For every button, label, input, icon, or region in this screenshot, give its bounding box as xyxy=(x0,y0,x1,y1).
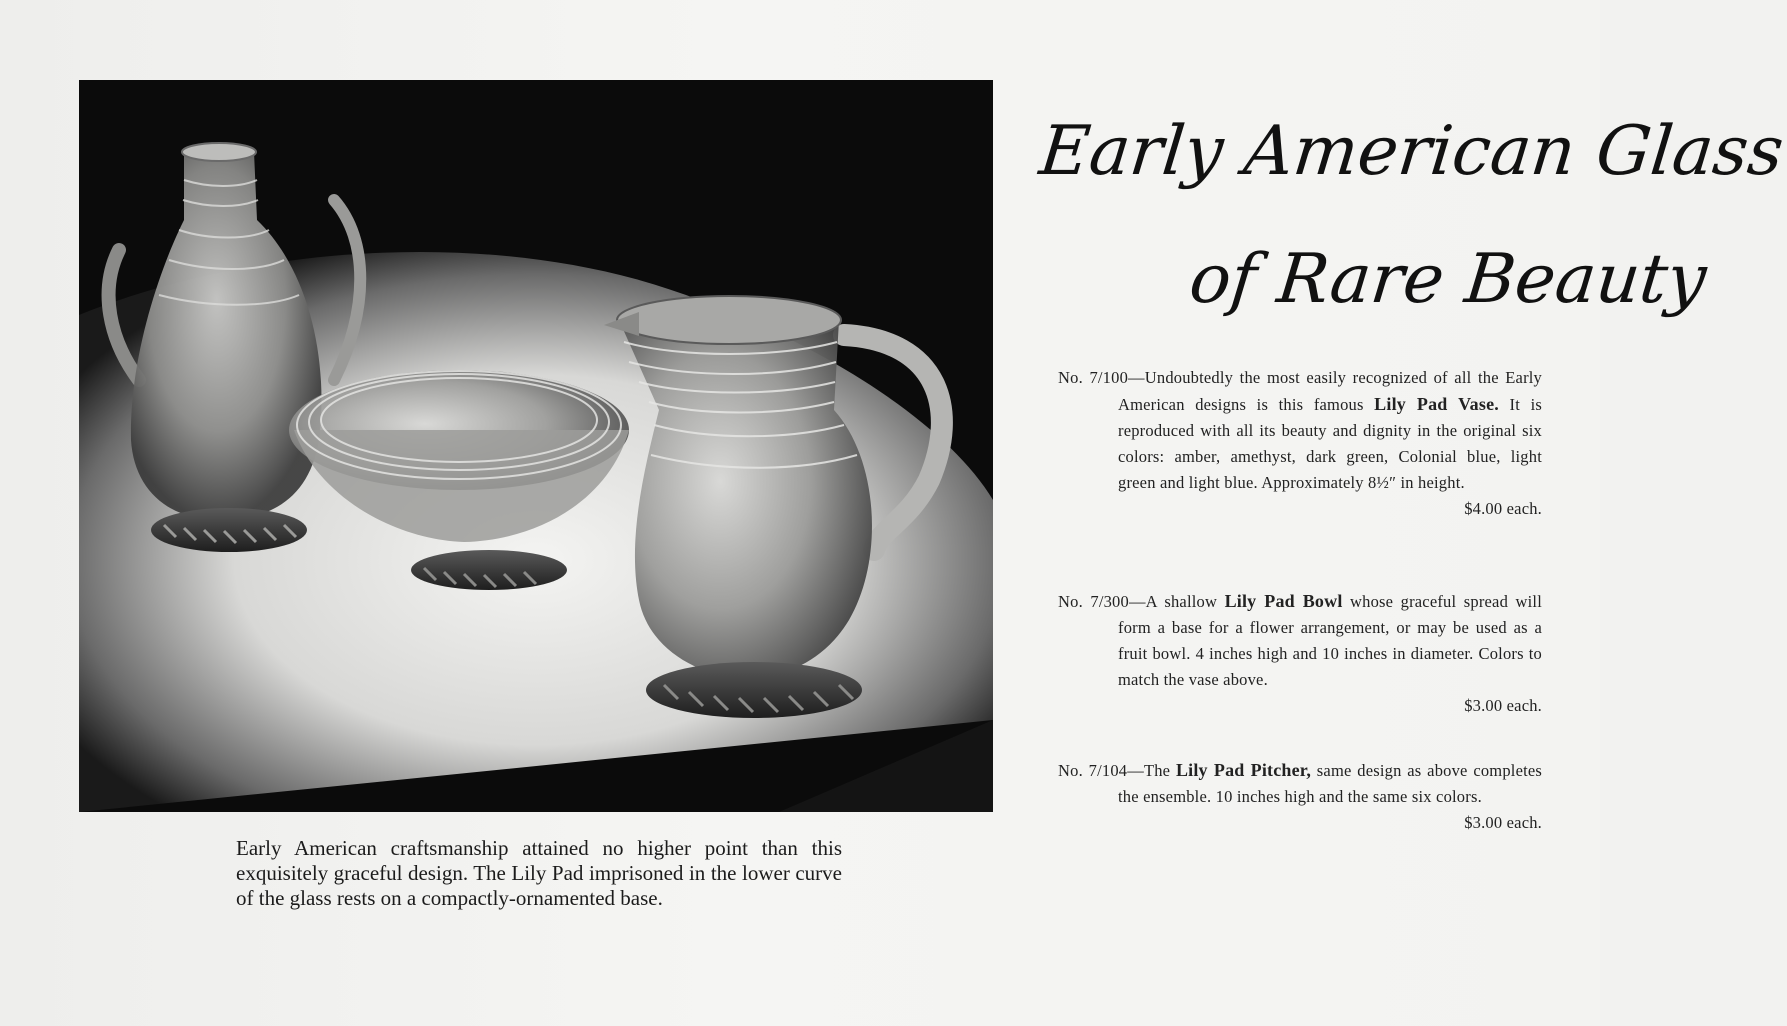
product-photo xyxy=(79,80,993,812)
dash: — xyxy=(1128,592,1146,611)
dash: — xyxy=(1128,368,1145,387)
product-entry-vase xyxy=(1058,365,1542,522)
product-body: It is reproduced with all its beauty and dignity in the original six colors: amber, amethyst, dark green, Colonial blue, light green and light blue. Approximately 8½″ in height. xyxy=(1118,395,1542,492)
product-description xyxy=(1058,757,1542,810)
product-body: same design as above completes the ensemble. 10 inches high and the same six colors. xyxy=(1118,761,1543,806)
product-intro: A shallow xyxy=(1145,592,1225,611)
product-description xyxy=(1058,588,1542,693)
product-description xyxy=(1058,365,1542,496)
glassware-illustration xyxy=(79,80,993,812)
page-title-line2: of Rare Beauty xyxy=(1185,240,1710,319)
product-name: Lily Pad Vase. xyxy=(1374,394,1499,414)
photo-caption: Early American craftsmanship attained no higher point than this exquisitely graceful design. The Lily Pad imprisoned in the lower curve of the glass rests on a compactly-ornamented base. xyxy=(236,836,842,910)
page-title-line1: Early American Glass xyxy=(1035,112,1787,191)
product-name: Lily Pad Bowl xyxy=(1224,591,1343,611)
product-number: No. 7/100 xyxy=(1058,368,1129,387)
product-body: whose graceful spread will form a base for a flower arrangement, or may be used as a fruit bowl. 4 inches high and 10 inches in diameter. Colors to match the vase above. xyxy=(1118,592,1542,689)
product-intro: The xyxy=(1143,761,1176,780)
product-price: $3.00 each. xyxy=(1464,813,1542,832)
product-entry-pitcher xyxy=(1058,757,1542,836)
product-name: Lily Pad Pitcher, xyxy=(1175,760,1312,780)
product-price: $4.00 each. xyxy=(1464,499,1542,518)
product-intro: Undoubtedly the most easily recognized of all the Early American designs is this famous xyxy=(1118,368,1543,414)
dash: — xyxy=(1127,761,1144,780)
product-price: $3.00 each. xyxy=(1464,696,1542,715)
product-entry-bowl xyxy=(1058,588,1542,719)
product-number: No. 7/104 xyxy=(1058,761,1128,780)
product-number: No. 7/300 xyxy=(1058,592,1129,611)
